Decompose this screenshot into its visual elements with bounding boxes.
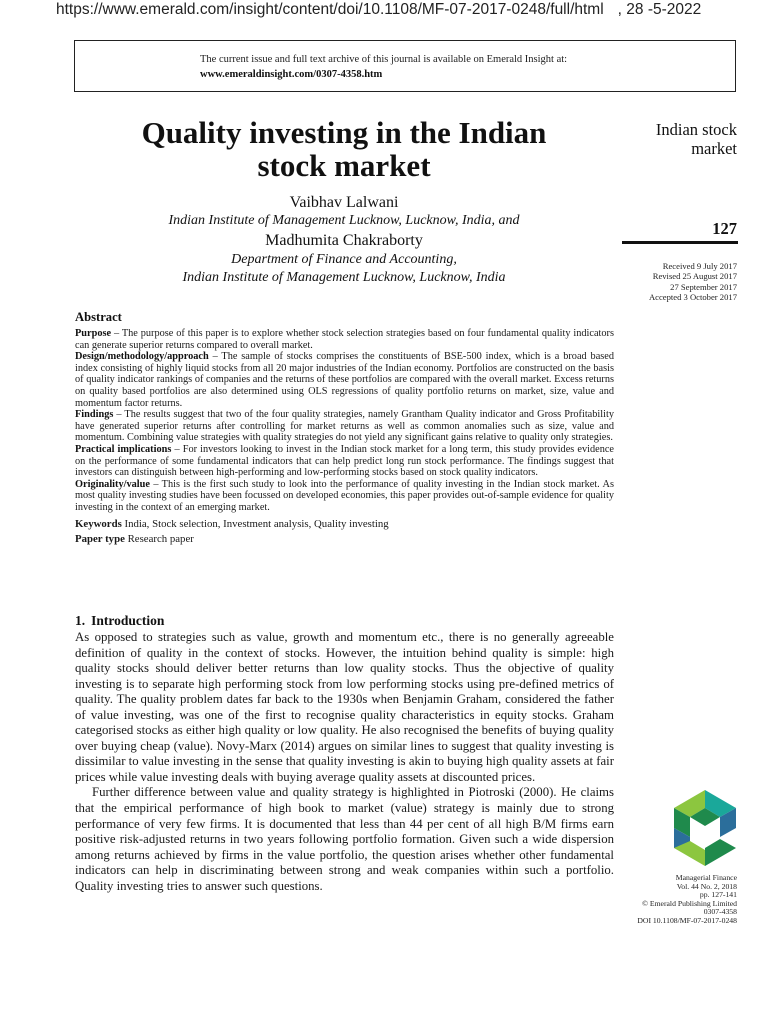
paper-type-label: Paper type [75,532,125,545]
paper-type-text: Research paper [124,532,194,545]
running-head-line: Indian stock [655,120,737,139]
body-paragraph: Further difference between value and quality strategy is highlighted in Piotroski (2000). He claims that the empirical performance of high book to market (value) strategy is mainly due to strong performance of very few firms. It is documented that less than 44 per cent of all high B/M firms earn positive risk-adjusted returns in two years following portfolio formation. Given such a wide dispersion among returns achieved by firms in the value portfolio, the question arises whether other fundamental indicators can help in discriminating between strong and weak companies within such a portfolio. Quality investing tries to answer such questions. [75,785,614,893]
received-date: Received 9 July 2017 [662,261,737,271]
journal-name: Managerial Finance [675,873,737,882]
journal-copyright: © Emerald Publishing Limited [642,898,737,908]
journal-issn: 0307-4358 [703,907,737,917]
section-heading-introduction [75,613,164,629]
journal-doi[interactable]: DOI 10.1108/MF-07-2017-0248 [637,915,737,925]
article-title [80,116,608,182]
title-line-2: stock market [257,148,431,183]
abstract-label: Practical implications [75,443,172,455]
capture-date: , 28 -5-2022 [617,1,702,18]
journal-pages: pp. 127-141 [699,890,737,900]
abstract-text: – This is the first such study to look into the performance of quality investing in the Indian stock market. As most quality investing studies have been focussed on developed economies, this paper provides out-of-sample evidence for quality investing in the context of an emerging market. [75,478,614,513]
abstract-text: – The sample of stocks comprises the constituents of BSE-500 index, which is a broad based index consisting of highly liquid stocks from all 20 major industries of the Indian economy. Portfolios are constructed on the basis of quality indicator rankings of companies and the returns of these portfolios are compared with the overall market. Excess returns on quality based portfolios are also determined using OLS regressions of quality portfolio returns on market, size, value and momentum factor returns. [75,351,614,409]
body-paragraph: As opposed to strategies such as value, growth and momentum etc., there is no generally agreeable definition of quality in the context of stocks. However, the intuition behind quality is simple: high quality stocks should deliver better returns than low quality stocks. Thus the objective of quality investing is to separate high performing stock from low performing stocks using pre-defined metrics of quality. The quality problem dates far back to the 1930s when Benjamin Graham, considered the father of value investing, was one of the first to recognise quality characteristics in equity stocks. Graham categorised stocks as either high quality or low quality. He also recognised the benefits of buying quality over buying cheap (value). Novy-Marx (2014) argues on similar lines to suggest that quality investing is dissimilar to value investing in the sense that quality investing is akin to buying high quality assets at fair prices while value investing deals with buying average quality assets at discounted prices. [75,630,614,784]
abstract-heading: Abstract [75,310,122,324]
page-number-rule [622,241,738,244]
abstract-label: Findings [75,409,114,421]
abstract-text: – The results suggest that two of the four quality strategies, namely Grantham Quality indicator and Gross Profitability have generated superior returns after controlling for market returns as well as common anomalies such as size, value and momentum. Combining value strategies with quality strategies do not yield any significant gains relative to quality only strategies. [75,409,614,444]
abstract [75,310,614,547]
abstract-label: Originality/value [75,478,150,490]
accepted-date: Accepted 3 October 2017 [648,291,737,302]
author-name: Vaibhav Lalwani [289,194,399,211]
revised-date: Revised 25 August 2017 [652,271,737,282]
running-head [612,120,737,158]
abstract-originality [75,479,614,514]
abstract-label: Design/methodology/approach [75,351,209,363]
page-number: 127 [712,219,737,238]
abstract-text: – For investors looking to invest in the Indian stock market for a long term, this study provides evidence on the performance of some fundamental indicators that can help predict long run stock performance. The findings suggest that investors can distinguish between high-performing and low-performing stocks based on stock quality indicators. [75,443,614,479]
title-line-1: Quality investing in the Indian [141,115,547,150]
abstract-purpose [75,328,614,351]
browser-url-bar[interactable] [56,0,756,22]
section-title: Introduction [91,613,165,628]
revised-date: 27 September 2017 [670,281,737,292]
abstract-implications [75,444,614,479]
author-name: Madhumita Chakraborty [265,232,423,249]
section-number: 1. [75,613,86,628]
keywords [75,517,614,532]
history-dates [612,261,737,302]
journal-volume: Vol. 44 No. 2, 2018 [676,881,737,891]
url-text[interactable]: https://www.emerald.com/insight/content/doi/10.1108/MF-07-2017-0248/full/html [56,1,604,18]
journal-citation [612,874,737,926]
author-affiliation: Indian Institute of Management Lucknow, Lucknow, India, and [168,213,520,228]
keywords-label: Keywords [75,517,122,530]
abstract-text: – The purpose of this paper is to explore whether stock selection strategies based on four fundamental quality indicators can generate superior returns compared to overall market. [75,328,614,351]
abstract-design [75,351,614,409]
archive-notice-text: The current issue and full text archive of this journal is available on Emerald Insight at: [200,54,568,65]
archive-notice-link[interactable]: www.emeraldinsight.com/0307-4358.htm [200,69,383,80]
running-head-line: market [691,139,737,158]
author-affiliation: Department of Finance and Accounting, [231,252,457,267]
emerald-publishing-logo-icon [670,788,740,868]
introduction-body [75,630,614,894]
abstract-findings [75,409,614,444]
abstract-label: Purpose [75,328,112,339]
archive-notice-box [74,40,736,92]
paper-type [75,532,614,547]
keywords-text: India, Stock selection, Investment analysis, Quality investing [121,517,389,530]
author-affiliation: Indian Institute of Management Lucknow, Lucknow, India [182,270,506,285]
